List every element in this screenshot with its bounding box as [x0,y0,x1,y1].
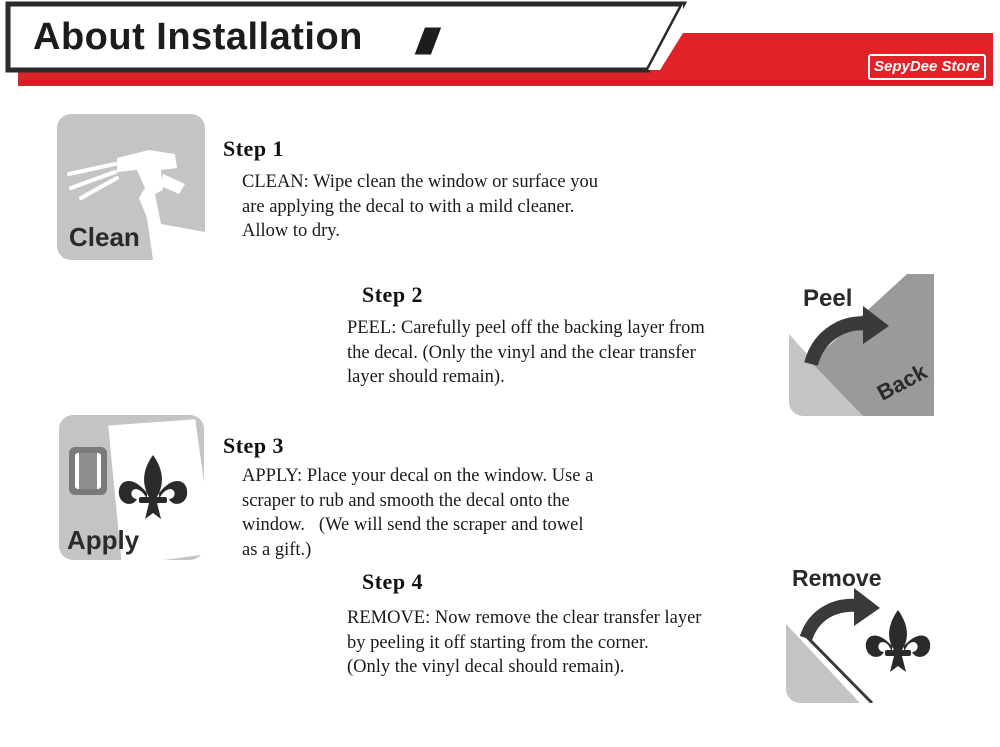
step-4-line: (Only the vinyl decal should remain). [347,657,625,677]
step-1-heading: Step 1 [223,136,285,161]
step-2-instructions [347,316,705,390]
apply-icon-label: Apply [67,525,140,555]
page-title: About Installation [33,16,363,58]
step-1-line: are applying the decal to with a mild cleaner. [242,196,575,217]
step-1-line: Allow to dry. [242,221,340,241]
peel-back-arrow-icon [789,274,934,416]
store-badge: SepyDee Store [868,54,986,80]
spray-bottle-icon [57,114,205,260]
remove-arrow-fleur-de-lis-icon [786,558,934,703]
scraper-fleur-de-lis-icon [59,415,204,560]
peel-icon-label: Peel [803,285,853,312]
step-1-instructions [242,170,598,244]
step-2-heading: Step 2 [362,282,424,307]
step-3-line: as a gift.) [242,539,312,560]
step-2-line: PEEL: Carefully peel off the backing layer from [347,318,705,338]
step-3-instructions [242,464,593,562]
clean-icon-label: Clean [69,222,140,252]
step-3-line: window. (We will send the scraper and towel [242,515,584,535]
step-3-heading: Step 3 [223,433,285,458]
header-slash-decoration: //// [416,21,433,62]
step-4-heading: Step 4 [362,569,424,594]
step-1-line: CLEAN: Wipe clean the window or surface you [242,172,598,192]
step-4-instructions [347,606,701,680]
step-4-line: REMOVE: Now remove the clear transfer layer [347,608,702,628]
step-2-line: the decal. (Only the vinyl and the clear transfer [347,342,696,363]
remove-icon-label: Remove [792,565,882,591]
step-3-line: APPLY: Place your decal on the window. Use a [242,466,594,486]
step-2-line: layer should remain). [347,367,505,387]
step-4-line: by peeling it off starting from the corner. [347,632,649,653]
step-3-line: scraper to rub and smooth the decal onto the [242,490,570,511]
back-icon-label: Back [872,358,932,406]
